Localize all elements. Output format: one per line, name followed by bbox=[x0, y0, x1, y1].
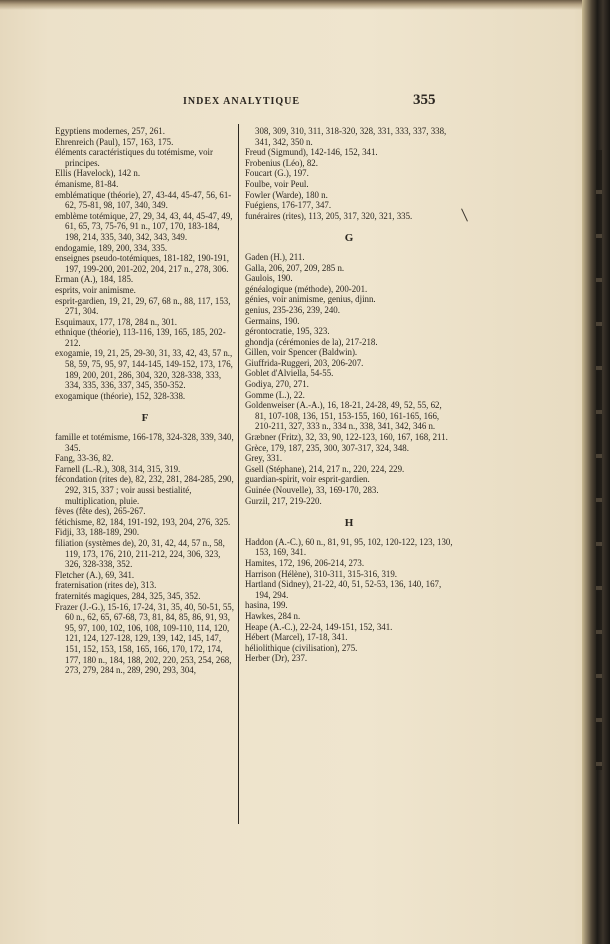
page-number: 355 bbox=[413, 92, 436, 108]
pencil-mark bbox=[461, 208, 468, 221]
index-entry: fécondation (rites de), 82, 232, 281, 284-285, 290, 292, 315, 337 ; voir aussi bestialité, multiplication, pluie. bbox=[55, 474, 234, 506]
index-entry: Gaulois, 190. bbox=[245, 273, 293, 284]
index-entry: Foucart (G.), 197. bbox=[245, 168, 309, 179]
index-column-right bbox=[245, 126, 453, 664]
index-entry: Fidji, 33, 188-189, 290. bbox=[55, 527, 140, 538]
index-entry: Farnell (L.-R.), 308, 314, 315, 319. bbox=[55, 463, 181, 474]
index-entry: exogamie, 19, 21, 25, 29-30, 31, 33, 42, 43, 57 n., 58, 59, 75, 95, 97, 144-145, 149-152, 173, 176, 189, 200, 201, 286, 304, 320, 328-338, 333, 334, 335, 336, 337, 345, 350-352. bbox=[55, 348, 233, 391]
index-entry: fraternités magiques, 284, 325, 345, 352. bbox=[55, 590, 201, 601]
index-entry: ghondja (cérémonies de la), 217-218. bbox=[245, 336, 378, 347]
index-entry: Gillen, voir Spencer (Baldwin). bbox=[245, 347, 358, 358]
index-entry: Fletcher (A.), 69, 341. bbox=[55, 569, 135, 580]
index-entry: Erman (A.), 184, 185. bbox=[55, 274, 134, 285]
index-entry: guardian-spirit, voir esprit-gardien. bbox=[245, 474, 370, 485]
index-entry: génies, voir animisme, genius, djinn. bbox=[245, 294, 376, 305]
index-entry: fraternisation (rites de), 313. bbox=[55, 580, 157, 591]
index-entry: Frobenius (Léo), 82. bbox=[245, 157, 318, 168]
index-entry: Foulbe, voir Peul. bbox=[245, 178, 309, 189]
index-entry: Hébert (Marcel), 17-18, 341. bbox=[245, 632, 348, 643]
index-entry: famille et totémisme, 166-178, 324-328, 339, 340, 345. bbox=[55, 432, 234, 453]
running-title: INDEX ANALYTIQUE bbox=[183, 96, 301, 107]
index-entry: émanisme, 81-84. bbox=[55, 178, 119, 189]
page-top-edge bbox=[0, 0, 610, 10]
index-entry: éléments caractéristiques du totémisme, voir principes. bbox=[55, 147, 213, 168]
column-divider bbox=[238, 124, 239, 824]
index-entry: enseignes pseudo-totémiques, 181-182, 190-191, 197, 199-200, 201-202, 204, 217 n., 278, 306. bbox=[55, 253, 230, 274]
index-entry: Goblet d'Alviella, 54-55. bbox=[245, 368, 334, 379]
index-entry: Egyptiens modernes, 257, 261. bbox=[55, 126, 165, 136]
index-entry: Germains, 190. bbox=[245, 315, 300, 326]
index-entry: Gurzil, 217, 219-220. bbox=[245, 495, 322, 506]
index-entry: filiation (systèmes de), 20, 31, 42, 44, 57 n., 58, 119, 173, 176, 210, 211-212, 224, 306, 323, 326, 328-338, 352. bbox=[55, 537, 225, 570]
section-letter: G bbox=[344, 232, 354, 245]
index-entry: emblème totémique, 27, 29, 34, 43, 44, 45-47, 49, 61, 65, 73, 75-76, 91 n., 107, 170, 183-184, 198, 214, 335, 340, 342, 343, 349. bbox=[55, 210, 233, 242]
page-header bbox=[0, 92, 560, 112]
index-entry: Hamites, 172, 196, 206-214, 273. bbox=[245, 557, 365, 568]
index-entry: Godiya, 270, 271. bbox=[245, 379, 309, 390]
index-entry: Græbner (Fritz), 32, 33, 90, 122-123, 160, 167, 168, 211. bbox=[245, 432, 448, 443]
index-entry: Ellis (Havelock), 142 n. bbox=[55, 168, 141, 179]
index-entry: généalogique (méthode), 200-201. bbox=[245, 283, 368, 294]
index-entry: ethnique (théorie), 113-116, 139, 165, 185, 202-212. bbox=[55, 327, 226, 348]
index-entry: Harrison (Hélène), 310-311, 315-316, 319. bbox=[245, 568, 397, 579]
index-entry: Gomme (L.), 22. bbox=[245, 389, 305, 400]
index-column-left bbox=[55, 126, 235, 676]
index-entry-continued: 308, 309, 310, 311, 318-320, 328, 331, 333, 337, 338, 341, 342, 350 n. bbox=[255, 126, 447, 147]
index-entry: héliolithique (civilisation), 275. bbox=[245, 642, 358, 653]
index-entry: esprit-gardien, 19, 21, 29, 67, 68 n., 88, 117, 153, 271, 304. bbox=[55, 295, 231, 317]
index-entry: Haddon (A.-C.), 60 n., 81, 91, 95, 102, 120-122, 123, 130, 153, 169, 341. bbox=[245, 536, 453, 558]
index-entry: Giuffrida-Ruggeri, 203, 206-207. bbox=[245, 357, 364, 368]
index-entry: Frazer (J.-G.), 15-16, 17-24, 31, 35, 40, 50-51, 55, 60 n., 62, 65, 67-68, 73, 81, 84, 85, 86, 91, 93, 95, 97, 100, 102, 106, 108, 109-110, 114, 120, 121, 124, 127-128, 129, 139, 142, 145, 147, 151, 152, 153, 158, 165, 166, 170, 172, 174, 177, 180 n., 184, 188, 202, 220, 253, 254, 268, 273, 279, 284 n., 289, 290, 293, 304, bbox=[55, 601, 234, 676]
book-binding bbox=[582, 0, 610, 944]
index-entry: Heape (A.-C.), 22-24, 149-151, 152, 341. bbox=[245, 621, 393, 632]
section-letter: H bbox=[344, 517, 354, 530]
index-entry: Fowler (Warde), 180 n. bbox=[245, 189, 328, 200]
index-entry: endogamie, 189, 200, 334, 335. bbox=[55, 242, 168, 253]
index-entry: fèves (fête des), 265-267. bbox=[55, 506, 146, 517]
index-entry: Fuégiens, 176-177, 347. bbox=[245, 200, 332, 211]
index-entry: Gaden (H.), 211. bbox=[245, 251, 305, 262]
index-entry: Galla, 206, 207, 209, 285 n. bbox=[245, 262, 345, 273]
index-entry: funéraires (rites), 113, 205, 317, 320, 321, 335. bbox=[245, 210, 413, 221]
index-entry: Herber (Dr), 237. bbox=[245, 653, 308, 664]
index-entry: Hartland (Sidney), 21-22, 40, 51, 52-53, 136, 140, 167, 194, 294. bbox=[245, 579, 442, 600]
index-entry: Fang, 33-36, 82. bbox=[55, 453, 114, 464]
index-entry: hasina, 199. bbox=[245, 600, 288, 611]
section-letter: F bbox=[141, 412, 149, 425]
index-entry: Grèce, 179, 187, 235, 300, 307-317, 324, 348. bbox=[245, 442, 409, 453]
index-entry: esprits, voir animisme. bbox=[55, 284, 136, 295]
index-entry: Gsell (Stéphane), 214, 217 n., 220, 224, 229. bbox=[245, 463, 405, 474]
index-entry: Grey, 331. bbox=[245, 453, 283, 464]
index-entry: fétichisme, 82, 184, 191-192, 193, 204, 276, 325. bbox=[55, 516, 231, 527]
index-entry: Esquimaux, 177, 178, 284 n., 301. bbox=[55, 316, 178, 327]
index-entry: Freud (Sigmund), 142-146, 152, 341. bbox=[245, 147, 378, 158]
index-entry: Ehrenreich (Paul), 157, 163, 175. bbox=[55, 136, 174, 147]
index-entry: emblématique (théorie), 27, 43-44, 45-47, 56, 61-62, 75-81, 98, 107, 340, 349. bbox=[55, 189, 232, 211]
index-entry: Goldenweiser (A.-A.), 16, 18-21, 24-28, 49, 52, 55, 62, 81, 107-108, 136, 151, 153-155, 160, 161-165, 166, 210-211, 327, 333 n., 334 n., 338, 341, 342, 346 n. bbox=[245, 400, 442, 432]
index-entry: genius, 235-236, 239, 240. bbox=[245, 304, 340, 315]
binding-shadow bbox=[596, 150, 602, 770]
index-entry: Guinée (Nouvelle), 33, 169-170, 283. bbox=[245, 485, 379, 495]
index-entry: exogamique (théorie), 152, 328-338. bbox=[55, 390, 186, 401]
index-entry: gérontocratie, 195, 323. bbox=[245, 326, 330, 337]
index-entry: Hawkes, 284 n. bbox=[245, 610, 301, 621]
